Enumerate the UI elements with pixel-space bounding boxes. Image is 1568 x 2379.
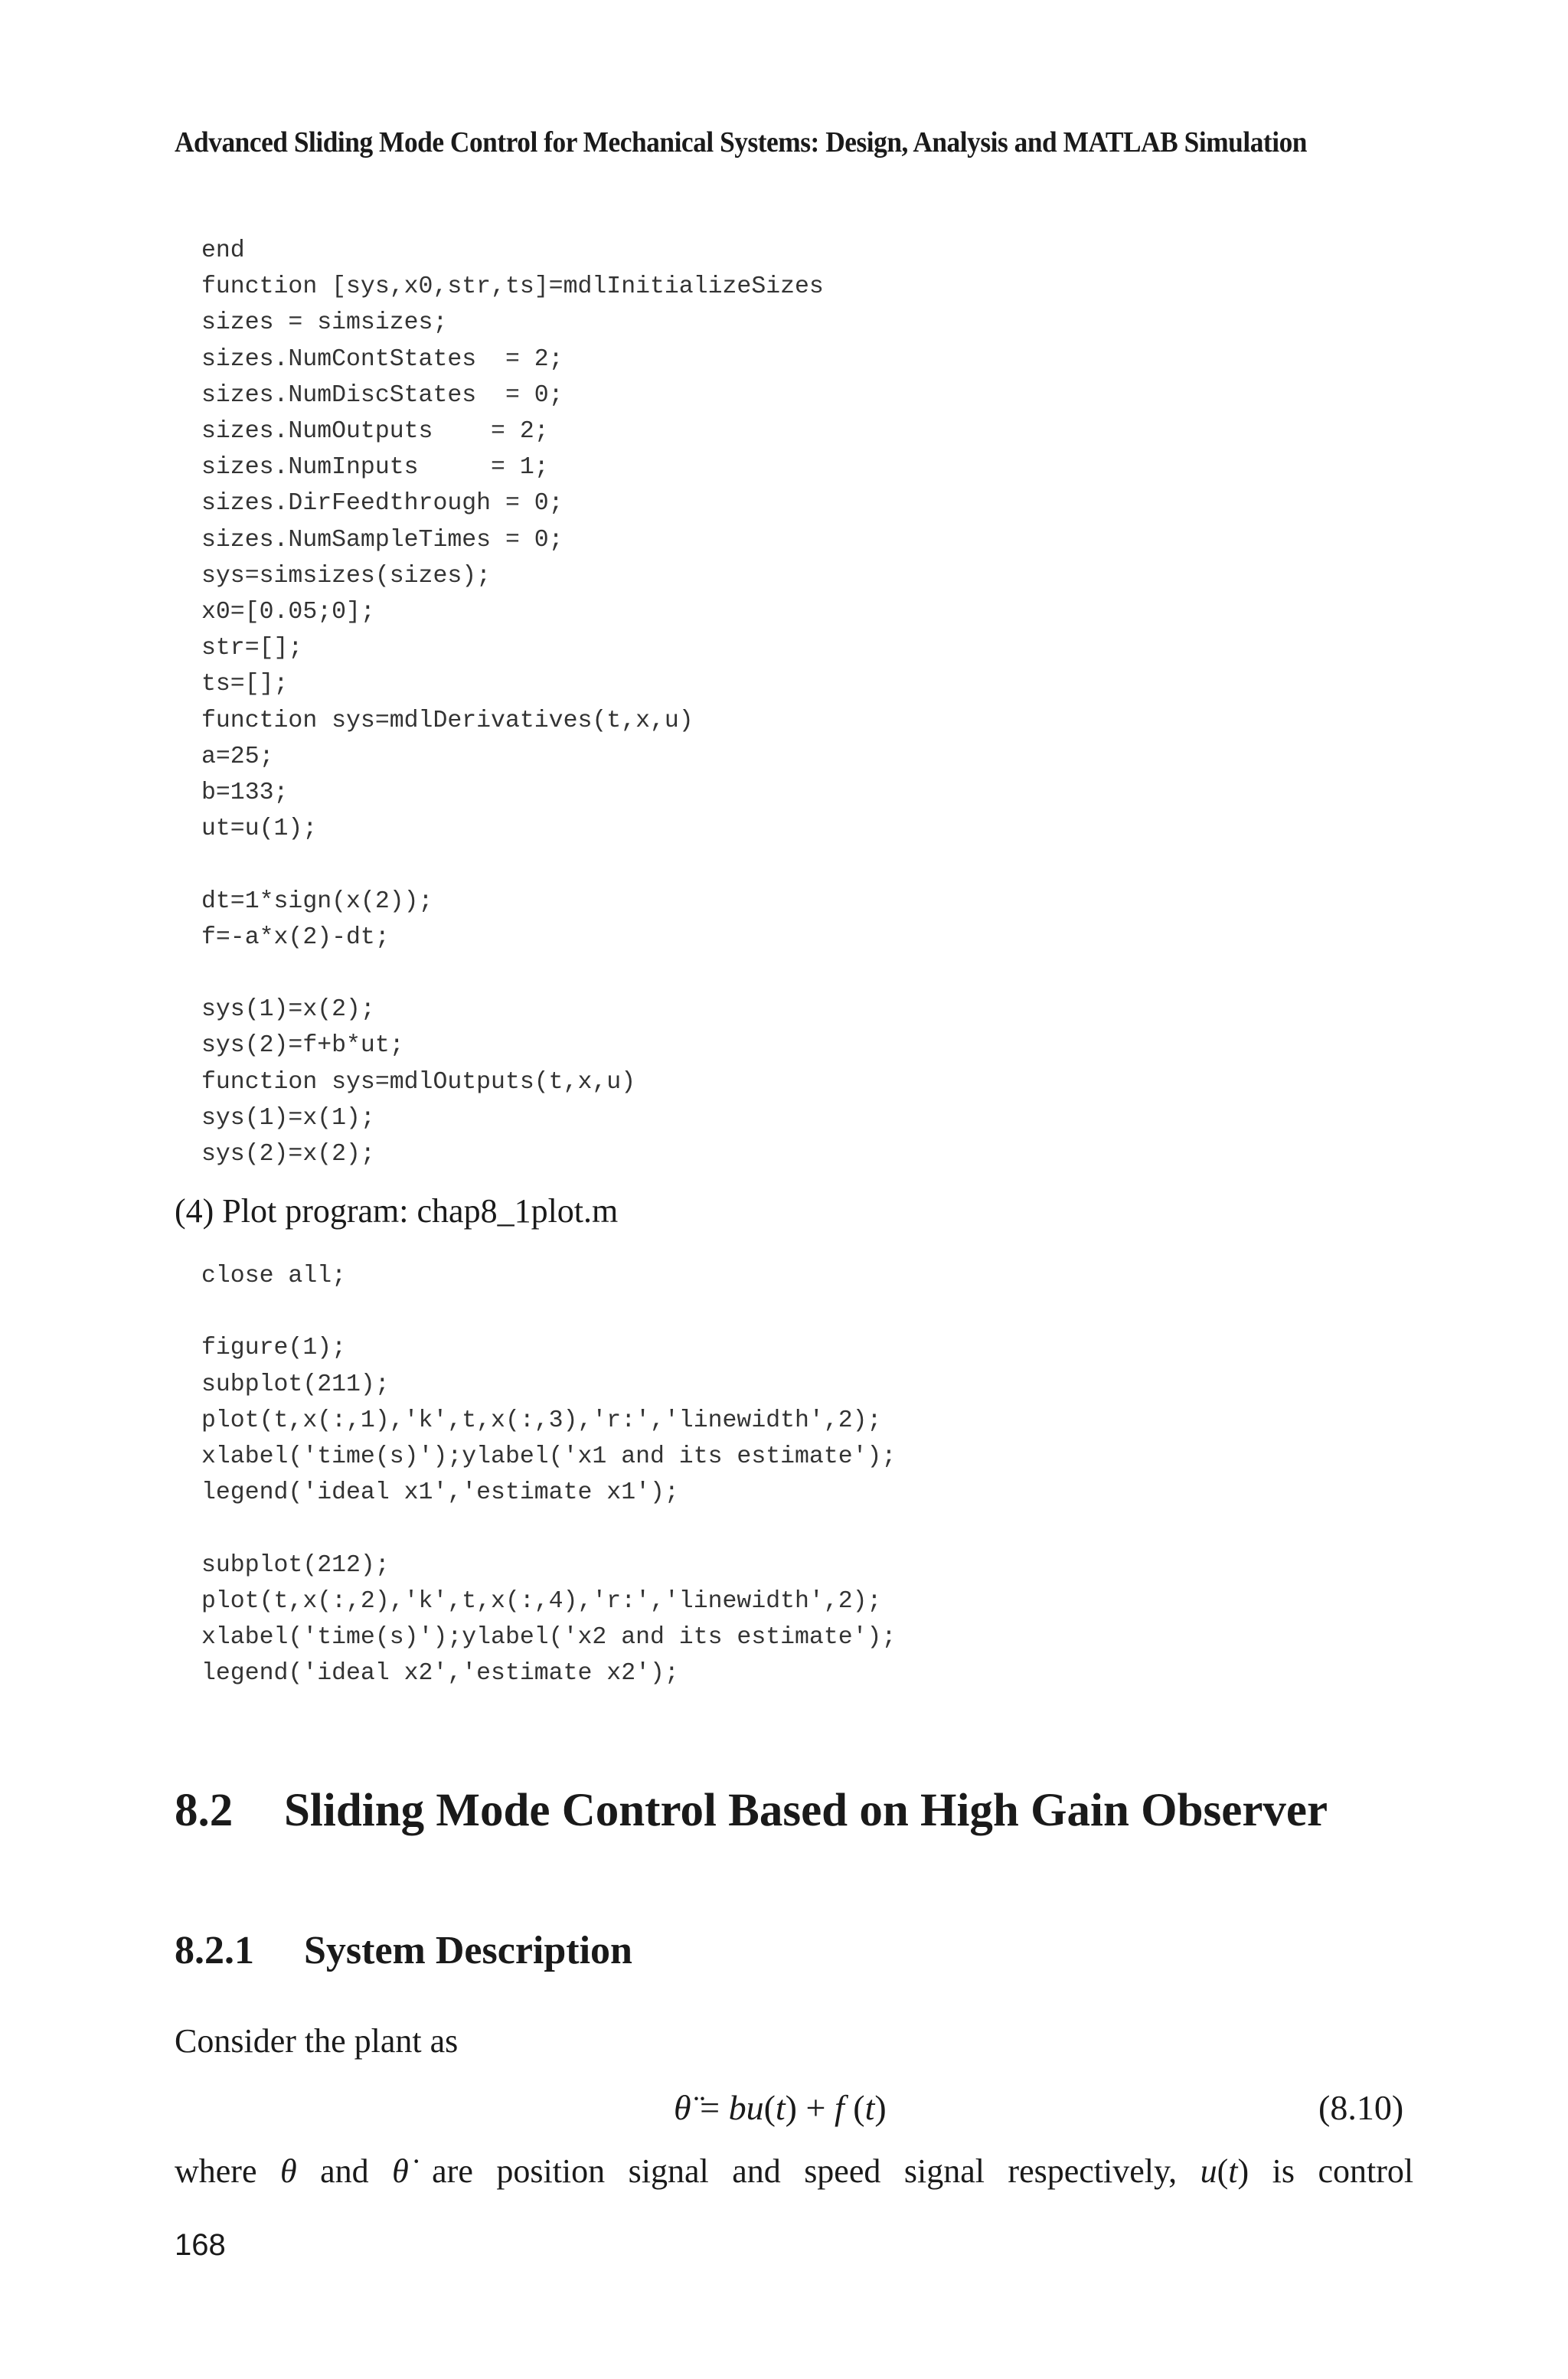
code-line: sizes.NumContStates = 2;	[201, 345, 564, 373]
code-line: legend('ideal x1','estimate x1');	[201, 1479, 679, 1507]
code-line: sys(1)=x(2);	[201, 996, 375, 1024]
word: where	[175, 2152, 257, 2190]
eq-paren: )	[874, 2088, 887, 2127]
code-line: sizes.NumOutputs = 2;	[201, 418, 549, 446]
paren: )	[1237, 2152, 1250, 2190]
section-number: 8.2	[175, 1785, 234, 1836]
paren: (	[1217, 2152, 1229, 2190]
code-line: xlabel('time(s)');ylabel('x1 and its estimate');	[201, 1443, 897, 1471]
plot-program-caption: (4) Plot program: chap8_1plot.m	[175, 1192, 619, 1230]
word: position	[496, 2152, 606, 2190]
word: control	[1318, 2152, 1414, 2190]
code-line: subplot(212);	[201, 1551, 390, 1579]
t-symbol: t	[1228, 2152, 1238, 2190]
code-line	[201, 847, 824, 883]
word: speed	[804, 2152, 881, 2190]
code-line: a=25;	[201, 743, 274, 770]
code-line: sizes.NumInputs = 1;	[201, 454, 549, 482]
code-line: xlabel('time(s)');ylabel('x2 and its estimate');	[201, 1624, 897, 1652]
where-paragraph	[175, 2152, 1413, 2191]
code-line: f=-a*x(2)-dt;	[201, 923, 390, 951]
theta-symbol: θ	[279, 2152, 297, 2190]
consider-paragraph: Consider the plant as	[175, 2022, 459, 2060]
section-title: Sliding Mode Control Based on High Gain Observer	[284, 1785, 1328, 1836]
code-line: sizes.DirFeedthrough = 0;	[201, 490, 564, 518]
eq-t: t	[864, 2088, 875, 2127]
code-line: ts=[];	[201, 671, 289, 698]
equation-number: (8.10)	[1318, 2088, 1404, 2127]
code-block-sfunction	[201, 233, 824, 1172]
running-header: Advanced Sliding Mode Control for Mechanical Systems: Design, Analysis and MATLAB Simulation	[175, 126, 1307, 158]
code-line: function [sys,x0,str,ts]=mdlInitializeSizes	[201, 273, 824, 301]
subsection-number: 8.2.1	[175, 1929, 254, 1972]
theta-ddot: θ̈	[674, 2088, 691, 2127]
eq-equals: =	[691, 2088, 729, 2127]
code-block-plot	[201, 1258, 896, 1691]
code-line: dt=1*sign(x(2));	[201, 887, 433, 915]
page-number: 168	[175, 2228, 226, 2262]
code-line: plot(t,x(:,2),'k',t,x(:,4),'r:','linewidth',2);	[201, 1587, 882, 1615]
code-line: sys(2)=x(2);	[201, 1141, 375, 1168]
eq-paren: (	[763, 2088, 776, 2127]
code-line: ut=u(1);	[201, 815, 318, 843]
code-line: x0=[0.05;0];	[201, 599, 375, 626]
code-line: sizes.NumSampleTimes = 0;	[201, 526, 564, 554]
eq-u: u	[746, 2088, 764, 2127]
eq-plus: +	[797, 2088, 835, 2127]
code-line: legend('ideal x2','estimate x2');	[201, 1660, 679, 1688]
equation-8-10	[674, 2087, 887, 2128]
eq-f: f	[834, 2088, 844, 2127]
code-line	[201, 956, 824, 992]
word: is	[1272, 2152, 1295, 2190]
subsection-heading	[175, 1928, 632, 1973]
eq-paren: )	[785, 2088, 797, 2127]
code-line: sizes = simsizes;	[201, 309, 448, 337]
word: signal	[628, 2152, 709, 2190]
u-of-t	[1200, 2152, 1250, 2190]
code-line: function sys=mdlOutputs(t,x,u)	[201, 1068, 636, 1096]
code-line: close all;	[201, 1263, 347, 1289]
code-line: figure(1);	[201, 1335, 347, 1362]
word: signal	[903, 2152, 985, 2190]
code-line: function sys=mdlDerivatives(t,x,u)	[201, 707, 694, 734]
u-symbol: u	[1200, 2152, 1217, 2190]
code-line: sizes.NumDiscStates = 0;	[201, 381, 564, 409]
code-line	[201, 1294, 896, 1330]
eq-paren: (	[844, 2088, 865, 2127]
code-line: sys=simsizes(sizes);	[201, 562, 492, 590]
section-heading	[175, 1784, 1328, 1838]
word: are	[432, 2152, 473, 2190]
code-line: plot(t,x(:,1),'k',t,x(:,3),'r:','linewidth',2);	[201, 1407, 882, 1434]
code-line: subplot(211);	[201, 1371, 390, 1398]
eq-t: t	[775, 2088, 786, 2127]
code-line	[201, 1511, 896, 1547]
theta-dot-symbol: θ̇	[392, 2152, 409, 2190]
code-line: end	[201, 237, 245, 264]
code-line: str=[];	[201, 635, 303, 662]
word: respectively,	[1008, 2152, 1178, 2190]
code-line: sys(1)=x(1);	[201, 1104, 375, 1132]
code-line: b=133;	[201, 779, 289, 807]
code-line: sys(2)=f+b*ut;	[201, 1032, 404, 1060]
word: and	[320, 2152, 369, 2190]
subsection-title: System Description	[304, 1929, 632, 1972]
word: and	[732, 2152, 781, 2190]
eq-b: b	[728, 2088, 746, 2127]
